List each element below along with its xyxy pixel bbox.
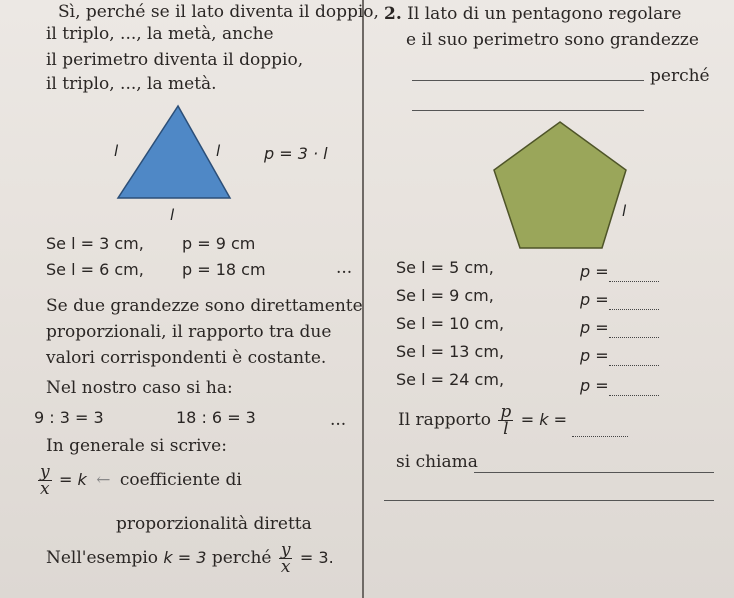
coefficient-label: coefficiente di [119,470,242,490]
exercise-number: 2. [384,4,402,24]
intro-line-2: il triplo, ..., la metà, anche [46,24,274,44]
answer-blank[interactable] [609,395,659,396]
triangle-left-side-label: l [114,142,119,160]
intro-line-1: Sì, perché se il lato diventa il doppio, [58,2,379,22]
p-over-l-fraction [498,404,513,437]
triangle-bottom-side-label: l [170,206,175,224]
perche-label: perché [650,66,710,86]
example-prefix: Nell'esempio [46,548,159,568]
pentagon-shape [494,122,626,248]
answer-line-1[interactable] [412,80,644,81]
triangle-figure [108,100,238,230]
ratio-line [398,404,628,437]
coefficient-formula [36,464,242,497]
y-over-x-fraction [38,464,52,497]
example-fraction [279,542,293,575]
pentagon-row-5-p [580,376,659,396]
pentagon-row-5-side: Se l = 24 cm, [396,370,505,389]
perimeter-formula: p = 3 · l [264,144,328,163]
p-label: p = [580,318,609,337]
answer-blank[interactable] [609,281,659,282]
example-2-side: Se l = 6 cm, [46,260,144,279]
p-label: p = [580,346,609,365]
pentagon-row-2-p [580,290,659,310]
ratio-denominator: l [503,419,509,439]
pentagon-row-2-side: Se l = 9 cm, [396,286,494,305]
example-1-side: Se l = 3 cm, [46,234,144,253]
triangle-right-side-label: l [216,142,221,160]
exercise-title [384,4,681,24]
answer-blank[interactable] [609,337,659,338]
pentagon-row-4-p [580,346,659,366]
question-line-1: Il lato di un pentagono regolare [407,4,682,24]
example-1-perimeter: p = 9 cm [182,234,256,253]
intro-line-4: il triplo, ..., la metà. [46,74,217,94]
p-label: p = [580,376,609,395]
ratio-answer-blank[interactable] [572,436,628,437]
pentagon-row-4-side: Se l = 13 cm, [396,342,505,361]
pentagon-figure [488,116,638,256]
answer-blank[interactable] [609,365,659,366]
case-label: Nel nostro caso si ha: [46,378,233,398]
si-chiama-label: si chiama [396,452,478,472]
example-k-line [46,542,334,575]
ratio-example-2: 18 : 6 = 3 [176,408,256,427]
p-label: p = [580,262,609,281]
question-line-2: e il suo perimetro sono grandezze [406,30,699,50]
answer-line-4[interactable] [384,500,714,501]
rule-line-1: Se due grandezze sono direttamente [46,296,363,316]
pentagon-row-3-p [580,318,659,338]
ratio-equals-k: = k = [520,410,567,429]
general-label: In generale si scrive: [46,436,227,456]
answer-line-3[interactable] [474,472,714,473]
example-ellipsis: ... [336,258,353,278]
fraction-numerator: y [40,462,50,482]
example-2-perimeter: p = 18 cm [182,260,266,279]
ratio-example-1: 9 : 3 = 3 [34,408,104,427]
pentagon-row-1-side: Se l = 5 cm, [396,258,494,277]
example-k: k = 3 [163,548,207,567]
ratio-ellipsis: ... [330,410,347,430]
pentagon-row-3-side: Se l = 10 cm, [396,314,505,333]
equals-k: = k [59,470,87,489]
example-fraction-denominator: x [280,557,291,577]
answer-line-2[interactable] [412,110,644,111]
example-equals-3: = 3. [299,548,334,567]
coefficient-label-2: proporzionalità diretta [116,514,312,534]
rule-line-2: proporzionali, il rapporto tra due [46,322,332,342]
fraction-denominator: x [40,479,50,499]
example-fraction-numerator: y [280,540,291,560]
p-label: p = [580,290,609,309]
intro-line-3: il perimetro diventa il doppio, [46,50,304,70]
triangle-shape [118,106,230,198]
pentagon-side-label: l [622,202,627,220]
rule-line-3: valori corrispondenti è costante. [46,348,327,368]
arrow-left-icon: ← [96,470,111,490]
pentagon-row-1-p [580,262,659,282]
example-because: perché [211,548,272,568]
ratio-label: Il rapporto [398,410,492,430]
ratio-numerator: p [500,402,512,422]
answer-blank[interactable] [609,309,659,310]
